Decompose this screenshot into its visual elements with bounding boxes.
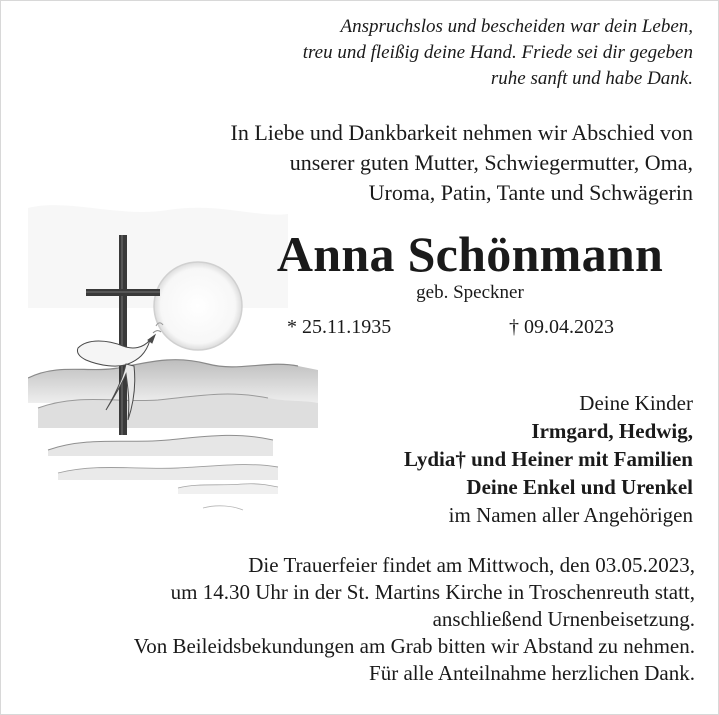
family-names-line: Irmgard, Hedwig,	[531, 419, 693, 443]
birth-date: * 25.11.1935	[287, 316, 392, 338]
family-intro: Deine Kinder	[579, 391, 693, 415]
farewell-intro	[53, 118, 693, 208]
service-line: anschließend Urnenbeisetzung.	[432, 607, 695, 631]
poem-block	[93, 14, 693, 92]
service-line: um 14.30 Uhr in der St. Martins Kirche in Troschenreuth statt,	[170, 580, 695, 604]
intro-line: unserer guten Mutter, Schwiegermutter, Oma,	[289, 150, 693, 175]
service-line: Für alle Anteilnahme herzlichen Dank.	[369, 661, 695, 685]
family-closing: im Namen aller Angehörigen	[448, 503, 693, 527]
intro-line: In Liebe und Dankbarkeit nehmen wir Abschied von	[230, 120, 693, 145]
deceased-name: Anna Schönmann	[276, 226, 664, 282]
service-line: Die Trauerfeier findet am Mittwoch, den 03.05.2023,	[248, 553, 695, 577]
family-names-line: Lydia† und Heiner mit Familien	[404, 447, 693, 471]
service-line: Von Beileidsbekundungen am Grab bitten wir Abstand zu nehmen.	[133, 634, 695, 658]
intro-line: Uroma, Patin, Tante und Schwägerin	[368, 180, 693, 205]
poem-line: treu und fleißig deine Hand. Friede sei dir gegeben	[302, 42, 693, 63]
family-block	[233, 389, 693, 529]
service-info	[5, 552, 695, 687]
death-date: † 09.04.2023	[509, 316, 614, 338]
poem-line: ruhe sanft und habe Dank.	[490, 68, 693, 89]
moon-shape	[154, 262, 242, 350]
family-names-line: Deine Enkel und Urenkel	[466, 475, 693, 499]
poem-line: Anspruchslos und bescheiden war dein Leben,	[340, 16, 693, 37]
maiden-name: geb. Speckner	[416, 282, 524, 303]
